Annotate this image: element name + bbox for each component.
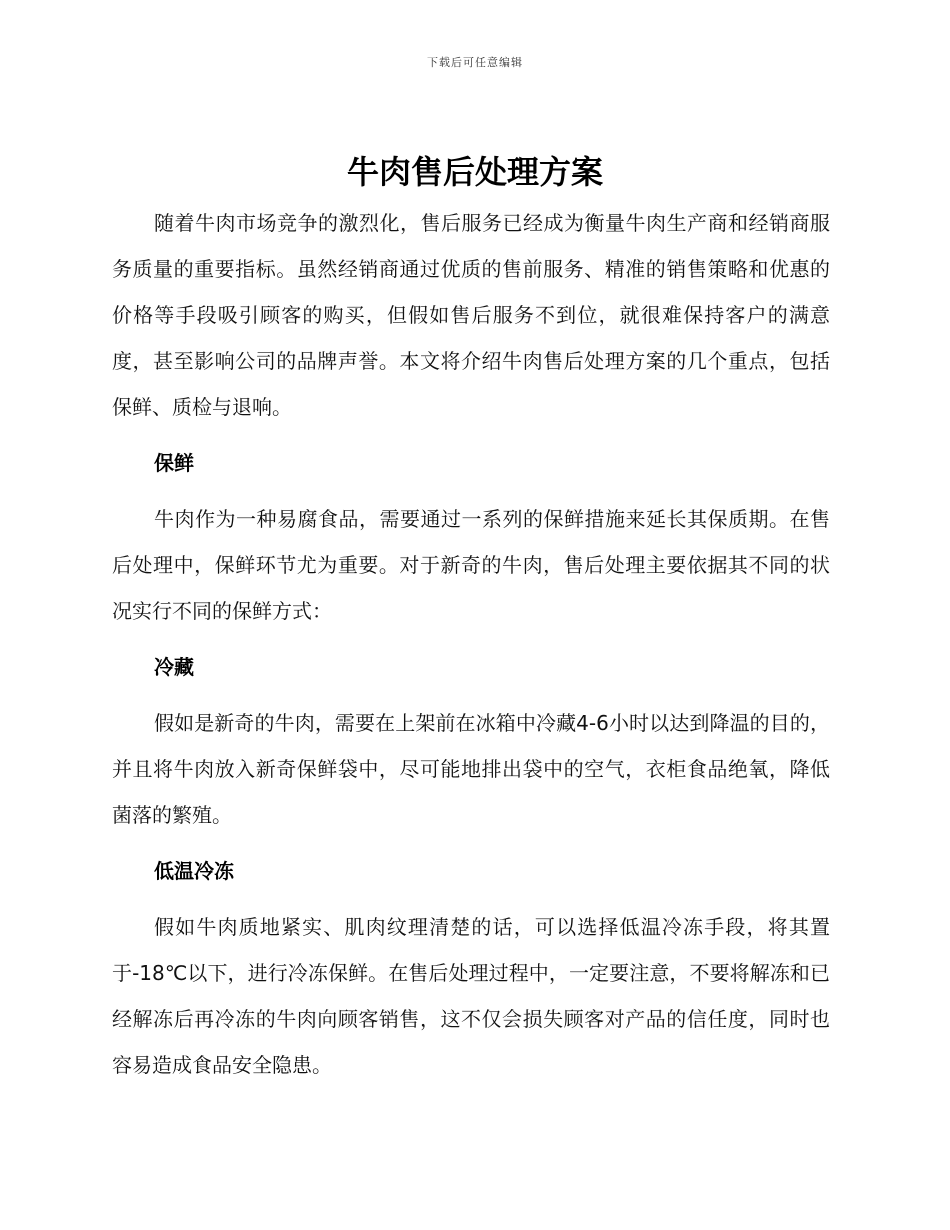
section-heading-lengcang: 冷藏 (154, 655, 194, 679)
section-paragraph-lengcang: 假如是新奇的牛肉，需要在上架前在冰箱中冷藏4-6小时以达到降温的目的，并且将牛肉放入新奇保鲜袋中，尽可能地排出袋中的空气，衣柜食品绝氧，降低菌落的繁殖。 (112, 711, 830, 827)
header-note: 下载后可任意编辑 (427, 56, 523, 69)
section-paragraph-diwen: 假如牛肉质地紧实、肌肉纹理清楚的话，可以选择低温冷冻手段，将其置于-18℃以下，进行冷冻保鲜。在售后处理过程中，一定要注意，不要将解冻和已经解冻后再冷冻的牛肉向顾客销售，这不仅会损失顾客对产品的信任度，同时也容易造成食品安全隐患。 (112, 915, 830, 1077)
document-title: 牛肉售后处理方案 (346, 153, 603, 191)
intro-paragraph: 随着牛肉市场竞争的激烈化，售后服务已经成为衡量牛肉生产商和经销商服务质量的重要指标。虽然经销商通过优质的售前服务、精准的销售策略和优惠的价格等手段吸引顾客的购买，但假如售后服务不到位，就很难保持客户的满意度，甚至影响公司的品牌声誉。本文将介绍牛肉售后处理方案的几个重点，包括保鲜、质检与退响。 (112, 211, 830, 419)
section-paragraph-baoxian: 牛肉作为一种易腐食品，需要通过一系列的保鲜措施来延长其保质期。在售后处理中，保鲜环节尤为重要。对于新奇的牛肉，售后处理主要依据其不同的状况实行不同的保鲜方式： (112, 507, 830, 623)
section-heading-diwen: 低温冷冻 (154, 859, 234, 883)
section-heading-baoxian: 保鲜 (154, 451, 194, 475)
document-body (112, 200, 830, 1088)
